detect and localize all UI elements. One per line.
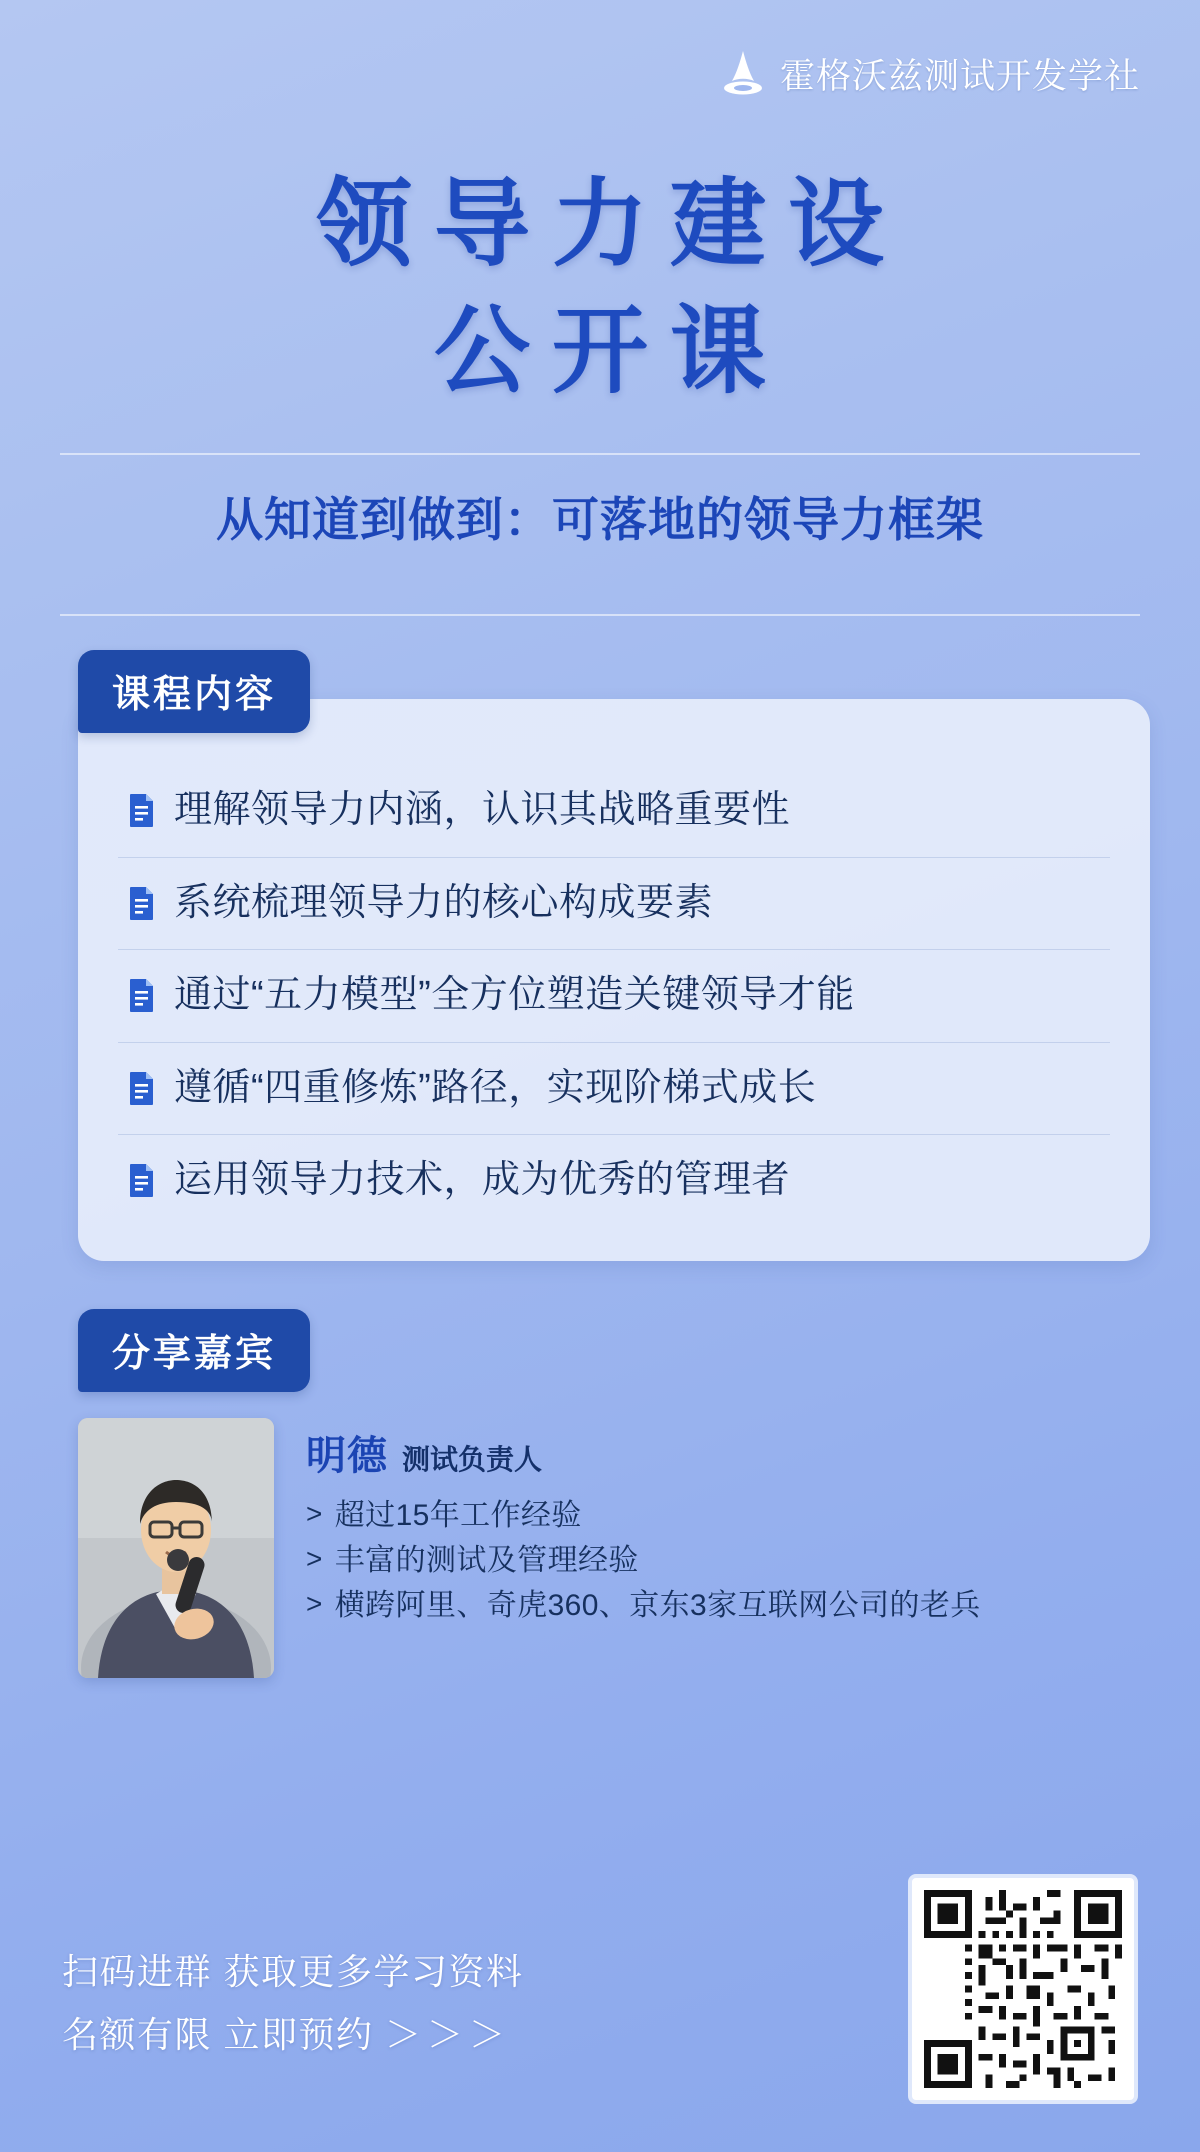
title-line-2: 公开课 — [434, 297, 788, 405]
document-icon — [128, 978, 156, 1017]
wizard-hat-icon — [720, 48, 766, 100]
speaker-name: 明德 — [306, 1433, 388, 1478]
list-item-label: 通过“五力模型”全方位塑造关键领导才能 — [174, 974, 855, 1017]
qr-code[interactable] — [908, 1874, 1138, 2104]
list-item-label: 运用领导力技术，成为优秀的管理者 — [174, 1159, 791, 1202]
footer-line-1: 扫码进群 获取更多学习资料 — [62, 1951, 524, 1992]
list-item — [118, 858, 1110, 951]
document-icon — [128, 793, 156, 832]
speaker-bullet-label: 丰富的测试及管理经验 — [334, 1543, 639, 1577]
speaker-section — [50, 1309, 1150, 1678]
speaker-info — [306, 1418, 1150, 1628]
list-item — [118, 1135, 1110, 1227]
brand-header — [50, 0, 1150, 100]
document-icon — [128, 886, 156, 925]
course-section-tag: 课程内容 — [78, 650, 310, 733]
document-icon — [128, 1071, 156, 1110]
course-section — [50, 650, 1150, 1261]
divider-bottom — [60, 614, 1140, 616]
list-item — [118, 765, 1110, 858]
speaker-bullet-label: 超过15年工作经验 — [334, 1498, 582, 1532]
caret-icon: > — [306, 1497, 323, 1529]
subtitle: 从知道到做到：可落地的领导力框架 — [216, 493, 984, 547]
speaker-section-tag: 分享嘉宾 — [78, 1309, 310, 1392]
speaker-bullet — [306, 1538, 1150, 1583]
speaker-bullet-label: 横跨阿里、奇虎360、京东3家互联网公司的老兵 — [334, 1588, 981, 1622]
speaker-body — [78, 1418, 1150, 1678]
speaker-role: 测试负责人 — [402, 1443, 543, 1475]
page-title — [50, 162, 1150, 415]
list-item-label: 系统梳理领导力的核心构成要素 — [174, 881, 714, 924]
caret-icon: > — [306, 1542, 323, 1574]
brand-name: 霍格沃兹测试开发学社 — [779, 57, 1140, 96]
avatar — [78, 1418, 274, 1678]
speaker-name-row — [306, 1424, 1150, 1481]
speaker-bullet — [306, 1493, 1150, 1538]
arrows-icon: ＞＞＞ — [385, 2014, 512, 2055]
list-item-label: 理解领导力内涵，认识其战略重要性 — [174, 789, 791, 832]
footer-line-2 — [62, 2003, 524, 2066]
footer — [0, 1852, 1200, 2152]
list-item — [118, 950, 1110, 1043]
speaker-bullet — [306, 1583, 1150, 1628]
caret-icon: > — [306, 1587, 323, 1619]
course-card — [78, 699, 1150, 1261]
list-item — [118, 1043, 1110, 1136]
footer-text — [62, 1940, 524, 2066]
list-item-label: 遵循“四重修炼”路径，实现阶梯式成长 — [174, 1066, 817, 1109]
title-line-1: 领导力建设 — [316, 171, 906, 278]
footer-line-2-text: 名额有限 立即预约 — [62, 2014, 374, 2055]
document-icon — [128, 1163, 156, 1202]
